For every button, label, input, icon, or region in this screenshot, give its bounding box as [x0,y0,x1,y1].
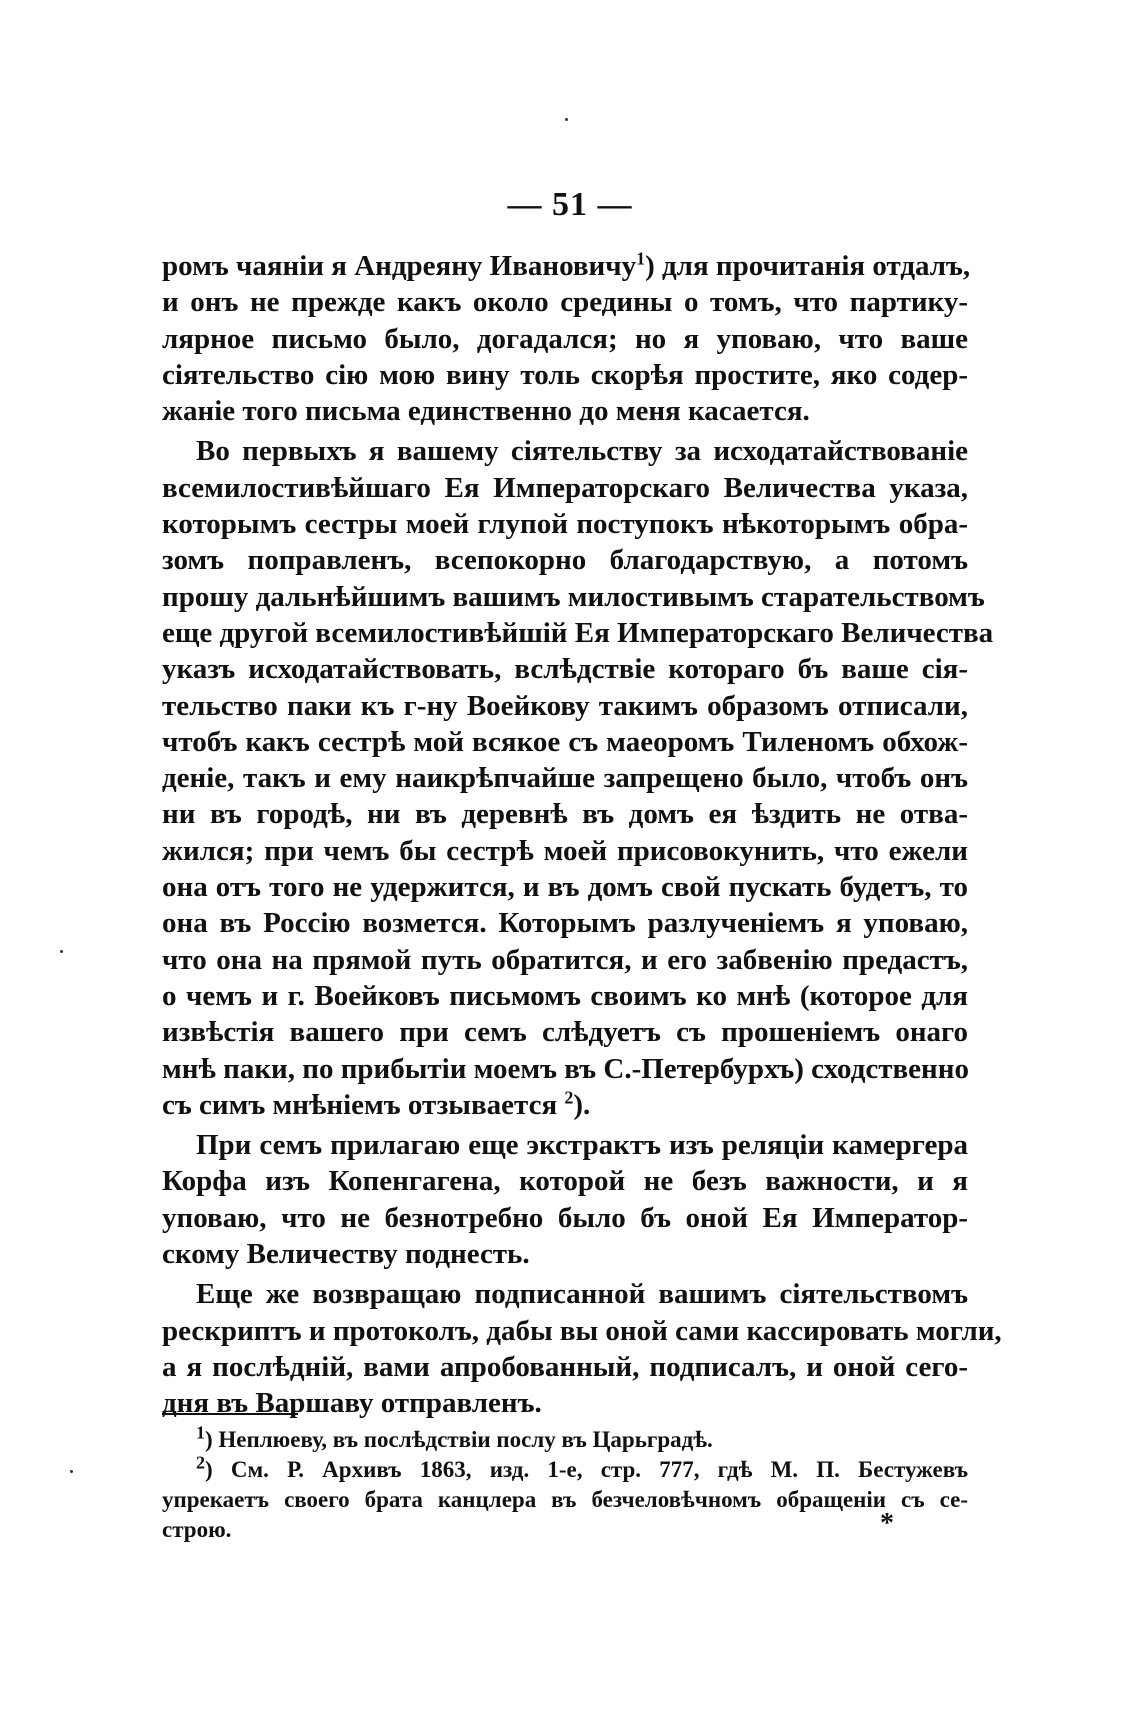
text-line: Во первыхъ я вашему сіятельству за исходатайствованіе [196,435,968,468]
text-line: сіятельство сію мою вину толь скорѣя простите, яко содер- [162,358,968,391]
text-line: еще другой всемилостивѣйшій Ея Императорскаго Величества [162,616,994,649]
footnote-divider [162,1413,298,1415]
footnote-mark: 1 [196,1422,205,1443]
text-line: она отъ того не удержится, и въ домъ свой пускать будетъ, то [162,871,968,904]
text-line: мнѣ паки, по прибытіи моемъ въ С.-Петербурхъ) сходственно [162,1052,969,1085]
footnote-mark: 2 [196,1452,205,1473]
text-line: и онъ не прежде какъ около средины о томъ, что партику- [162,286,968,319]
main-text [162,248,1002,1422]
text-line: извѣстія вашего при семъ слѣдуетъ съ прошеніемъ онаго [162,1016,968,1049]
text-line: чтобъ какъ сестрѣ мой всякое съ маеоромъ Тиленомъ обхож- [162,725,968,758]
text-line: она въ Россію возмется. Которымъ разлученіемъ я уповаю, [162,907,968,940]
text-line: ни въ городѣ, ни въ деревнѣ въ домъ ея ѣздить не отва- [162,798,968,831]
text-line: которымъ сестры моей глупой поступокъ нѣкоторымъ обра- [162,508,968,541]
text-line: Корфа изъ Копенгагена, которой не безъ важности, и я [162,1165,968,1198]
text-line: прошу дальнѣйшимъ вашимъ милостивымъ старательствомъ [162,580,985,613]
footnote-line: упрекаетъ своего брата канцлера въ безчеловѣчномъ обращеніи съ се- [162,1487,968,1512]
print-speck [60,950,63,953]
paragraph-4 [162,1276,1002,1421]
footnote-ref-2: 2 [564,1087,574,1108]
text-line: лярное письмо было, догадался; но я уповаю, что ваше [162,322,968,355]
text-line: о чемъ и г. Воейковъ письмомъ своимъ ко мнѣ (которое для [162,979,968,1012]
footnote-line: $^2$) См. Р. Архивъ 1863, изд. 1-е, стр. 777, гдѣ М. П. Бестужевъ [196,1452,968,1482]
text-line: Еще же возвращаю подписанной вашимъ сіятельствомъ [196,1278,968,1311]
text-line: жился; при чемъ бы сестрѣ моей присовокунить, что ежели [162,834,968,867]
text-line: что она на прямой путь обратится, и его забвенію предастъ, [162,943,968,976]
text-line: рескриптъ и протоколъ, дабы вы оной сами кассировать могли, [162,1314,1002,1347]
page-number: — 51 — [507,186,633,223]
text-line: тельство паки къ г-ну Воейкову такимъ образомъ отписали, [162,689,968,722]
text-line: уповаю, что не безнотребно было бъ оной Ея Император- [162,1201,968,1234]
text-line: всемилостивѣйшаго Ея Императорскаго Величества указа, [162,471,968,504]
text-line: дня въ Варшаву отправленъ. [162,1387,542,1420]
text-line: ромъ чаяніи я Андреяну Ивановичу$^1$) для прочитанія отдалъ, [162,248,971,282]
footnote-1 [162,1422,968,1455]
footnote-2 [162,1452,968,1545]
paragraph-3 [162,1127,968,1272]
print-speck [565,118,568,121]
text-line: а я послѣдній, вами апробованный, подписалъ, и оной сего- [162,1350,968,1383]
paragraph-1 [162,248,971,429]
end-asterisk: * [880,1508,894,1539]
footnotes [162,1422,968,1545]
text-line: съ симъ мнѣніемъ отзывается $^2$). [162,1087,591,1121]
text-line: указъ исходатайствовать, вслѣдствіе котораго бъ ваше сія- [162,653,968,686]
text-line: При семъ прилагаю еще экстрактъ изъ реляціи камергера [196,1129,968,1162]
footnote-line: строю. [162,1517,232,1542]
text-line: жаніе того письма единственно до меня касается. [162,395,810,428]
print-speck [70,1470,73,1473]
text-line: зомъ поправленъ, всепокорно благодарствую, а потомъ [162,544,968,577]
text-line: скому Величеству поднесть. [162,1238,530,1271]
paragraph-2 [162,433,994,1123]
footnote-line: $^1$) Неплюеву, въ послѣдствіи послу въ Царьградѣ. [196,1422,713,1452]
footnote-ref-1: 1 [636,248,646,269]
text-line: деніе, такъ и ему наикрѣпчайше запрещено было, чтобъ онъ [162,762,968,795]
